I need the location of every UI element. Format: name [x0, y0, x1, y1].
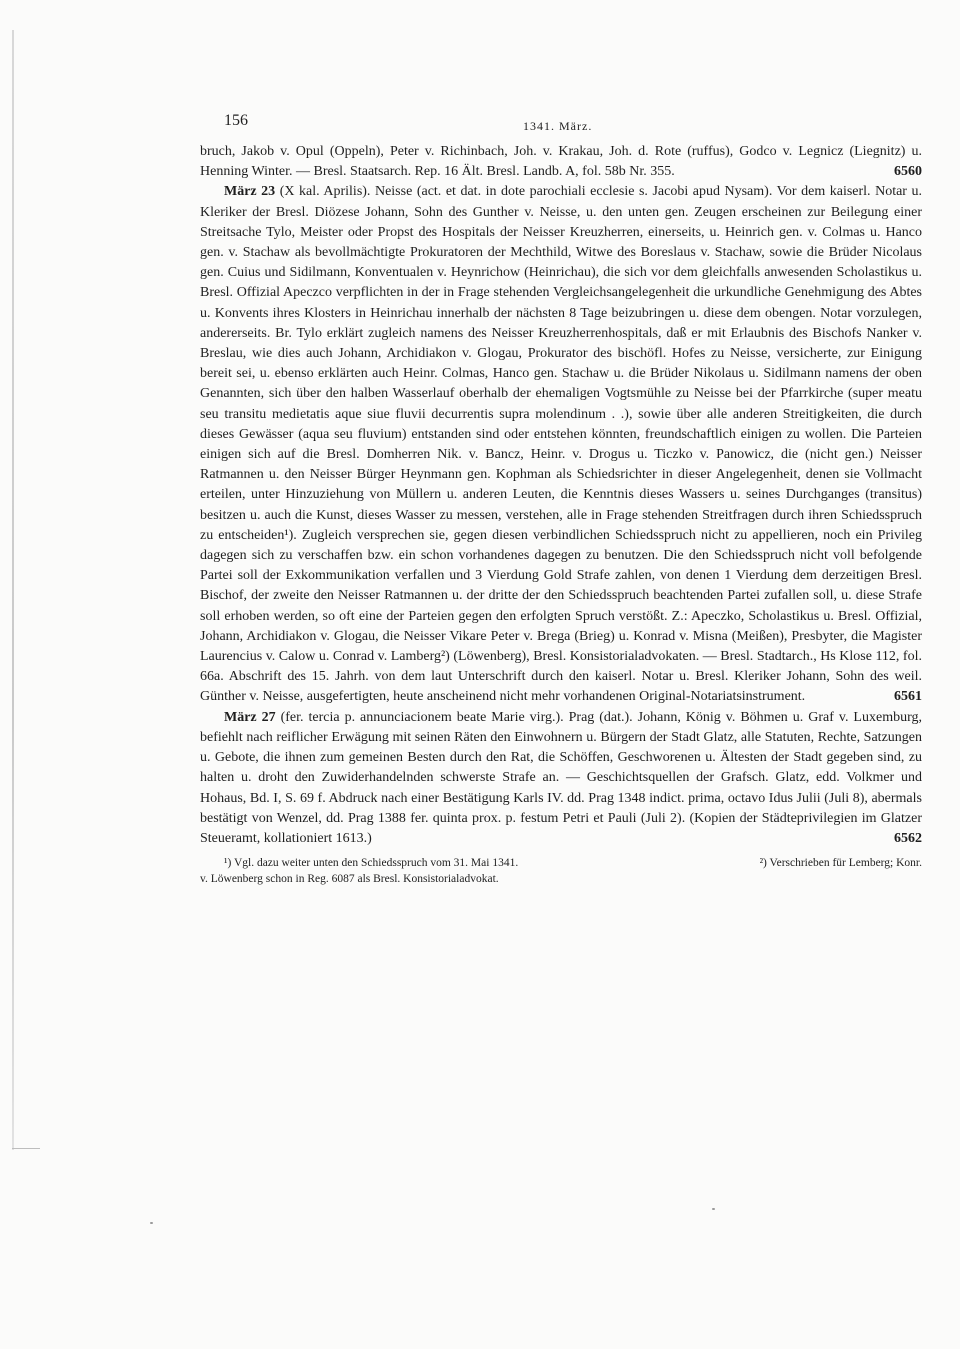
regest-entry-6561	[200, 182, 922, 707]
entry-text: (X kal. Aprilis). Neisse (act. et dat. in dote parochiali ecclesie s. Jacobi apud Nysam). Vor dem kaiserl. Notar u. Kleriker der Bresl. Diözese Johann, Sohn des Gunther v. Neisse, u. den unten gen. Zeugen erscheinen zur Beilegung einer Streitsache Tylo, Meister oder Propst des Hospitals der Neisser Kreuzherren, einerseits, u. Heinrich gen. v. Colmas u. Hanco gen. v. Stachaw als bevollmächtigte Prokuratoren der Mechthild, Witwe des Boreslaus v. Stachaw, sowie die Brüder Nicolaus gen. Cuius und Sidilmann, Konventualen v. Heynrichow (Heinrichau), die sich vor dem gleichfalls anwesenden Scholastikus u. Bresl. Offizial Apeczco verpflichten in der in Frage stehenden Vergleichsangelegenheit die urkundliche Genehmigung des Abtes u. Konvents ihres Klosters in Heinrichau innerhalb der nächsten 8 Tage beizubringen u. diese dem obengen. Notar vorzulegen, andererseits. Br. Tylo erklärt zugleich namens des Neisser Kreuzherrenhospitals, daß er mit Erlaubnis des Bischofs Nanker v. Breslau, wie dies auch Johann, Archidiakon v. Glogau, Prokurator des bischöfl. Hofes zu Neisse, versicherte, zur Einigung bereit sei, u. ebenso erklärten auch Heinr. Colmas, Hanco gen. Stachaw u. die Brüder Nikolaus u. Sidilmann namens der oben Genannten, sich über den halben Wasserlauf oberhalb der ehemaligen Vogtsmühle zu Neisse bei der Pfarrkirche (super meatu seu transitu medietatis aque siue fluvii decurrentis supra molendinum . .), sowie über alle anderen Streitigkeiten, die durch dieses Gewässer (aqua seu fluvium) entstanden sind oder entstehen könnten, freundschaftlich einigen zu wollen. Die Parteien einigen sich auf die Bresl. Domherren Nik. v. Bancz, Heinr. v. Drogus u. Ticzko v. Panowicz, die (nicht gen.) Neisser Ratmannen u. den Neisser Bürger Heynmann gen. Kophman als Schiedsrichter in dieser Angelegenheit, denen sie Vollmacht erteilen, unter Hinzuziehung von Müllern u. anderen Leuten, die Kenntnis dieses Wassers u. seines Durchganges (transitus) besitzen u. auch die Kunst, dieses Wasser zu messen, verstehen, alle in Frage stehenden Streitfragen durch ihren Schiedsspruch zu entscheiden¹). Zugleich versprechen sie, gegen diesen verbindlichen Schiedsspruch nicht zu appellieren, noch ein Privileg dagegen sich zu verschaffen bzw. ein schon vorhandenes dagegen zu benutzen. Die den Schiedsspruch nicht voll befolgende Partei soll der Exkommunikation verfallen und 3 Vierdung Gold Strafe zahlen, von denen 1 Vierdung dem derzeitigen Bresl. Bischof, der zweite den Neisser Ratmannen u. der dritte der den Schiedsspruch beachtenden Partei zufallen soll, u. diese Strafe soll erhoben werden, so oft eine der Parteien gegen den erfolgten Spruch verstößt. Z.: Apeczko, Scholastikus u. Bresl. Offizial, Johann, Archidiakon v. Glogau, die Neisser Vikare Peter v. Brega (Brieg) u. Konrad v. Misna (Meißen), Presbyter, die Magister Laurencius v. Calow u. Conrad v. Lamberg²) (Löwenberg), Bresl. Konsistorialadvokaten. — Bresl. Stadtarch., Hs Klose 112, fol. 66a. Abschrift des 15. Jahrh. von dem laut Unterschrift durch den kaiserl. Notar u. Bresl. Kleriker Johann, Sohn des weil. Günther v. Neisse, ausgefertigten, heute anscheinend nicht mehr vorhandenen Original-Notariatsinstrument.	[200, 184, 922, 705]
footnote-2: ²) Verschrieben für Lemberg; Konr.	[759, 857, 922, 870]
entry-date: März 27	[224, 709, 276, 725]
scan-speck	[150, 1222, 153, 1224]
entry-text: bruch, Jakob v. Opul (Oppeln), Peter v. Richinbach, Joh. v. Krakau, Joh. d. Rote (ruffus), Godco v. Legnicz (Liegnitz) u. Henning Winter. — Bresl. Staatsarch. Rep. 16 Ält. Bresl. Landb. A, fol. 58b Nr. 355.	[200, 144, 922, 180]
footnote-row	[200, 855, 922, 871]
regest-number: 6561	[894, 689, 922, 705]
entry-date: März 23	[224, 184, 276, 200]
page-number: 156	[224, 112, 248, 129]
scan-edge-shadow	[12, 30, 14, 1150]
footnote-2-continuation: v. Löwenberg schon in Reg. 6087 als Bresl. Konsistorialadvokat.	[200, 873, 499, 886]
scan-speck	[712, 1208, 715, 1210]
regest-number: 6560	[894, 164, 922, 180]
footnote-1: ¹) Vgl. dazu weiter unten den Schiedsspruch vom 31. Mai 1341.	[224, 857, 519, 870]
regest-entry-6560	[200, 142, 922, 182]
scan-edge-mark	[12, 1148, 40, 1149]
entry-text: (fer. tercia p. annunciacionem beate Marie virg.). Prag (dat.). Johann, König v. Böhmen u. Graf v. Luxemburg, befiehlt nach reiflicher Erwägung mit seinen Räten den Einwohnern u. Bürgern der Stadt Glatz, alle Statuten, Rechte, Satzungen u. Gebote, die ihnen zum gemeinen Besten durch den Rat, die Schöffen, Geschworenen u. Ältesten der Stadt gegeben sind, zu halten u. droht den Zuwiderhandelnden schwerste Strafe an. — Geschichtsquellen der Grafsch. Glatz, edd. Volkmer und Hohaus, Bd. I, S. 69 f. Abdruck nach einer Bestätigung Karls IV. dd. Prag 1348 indict. prima, octavo Idus Julii (Juli 8), abermals bestätigt von Wenzel, dd. Prag 1388 fer. quinta prox. p. festum Petri et Pauli (Juli 2). (Kopien der Städteprivilegien im Glatzer Steueramt, kollationiert 1613.)	[200, 709, 922, 846]
running-head: 1341. März.	[523, 119, 593, 133]
footnotes	[200, 855, 922, 887]
page-header	[200, 112, 922, 142]
regest-number: 6562	[894, 830, 922, 846]
document-page	[200, 112, 922, 887]
regest-entry-6562	[200, 708, 922, 849]
